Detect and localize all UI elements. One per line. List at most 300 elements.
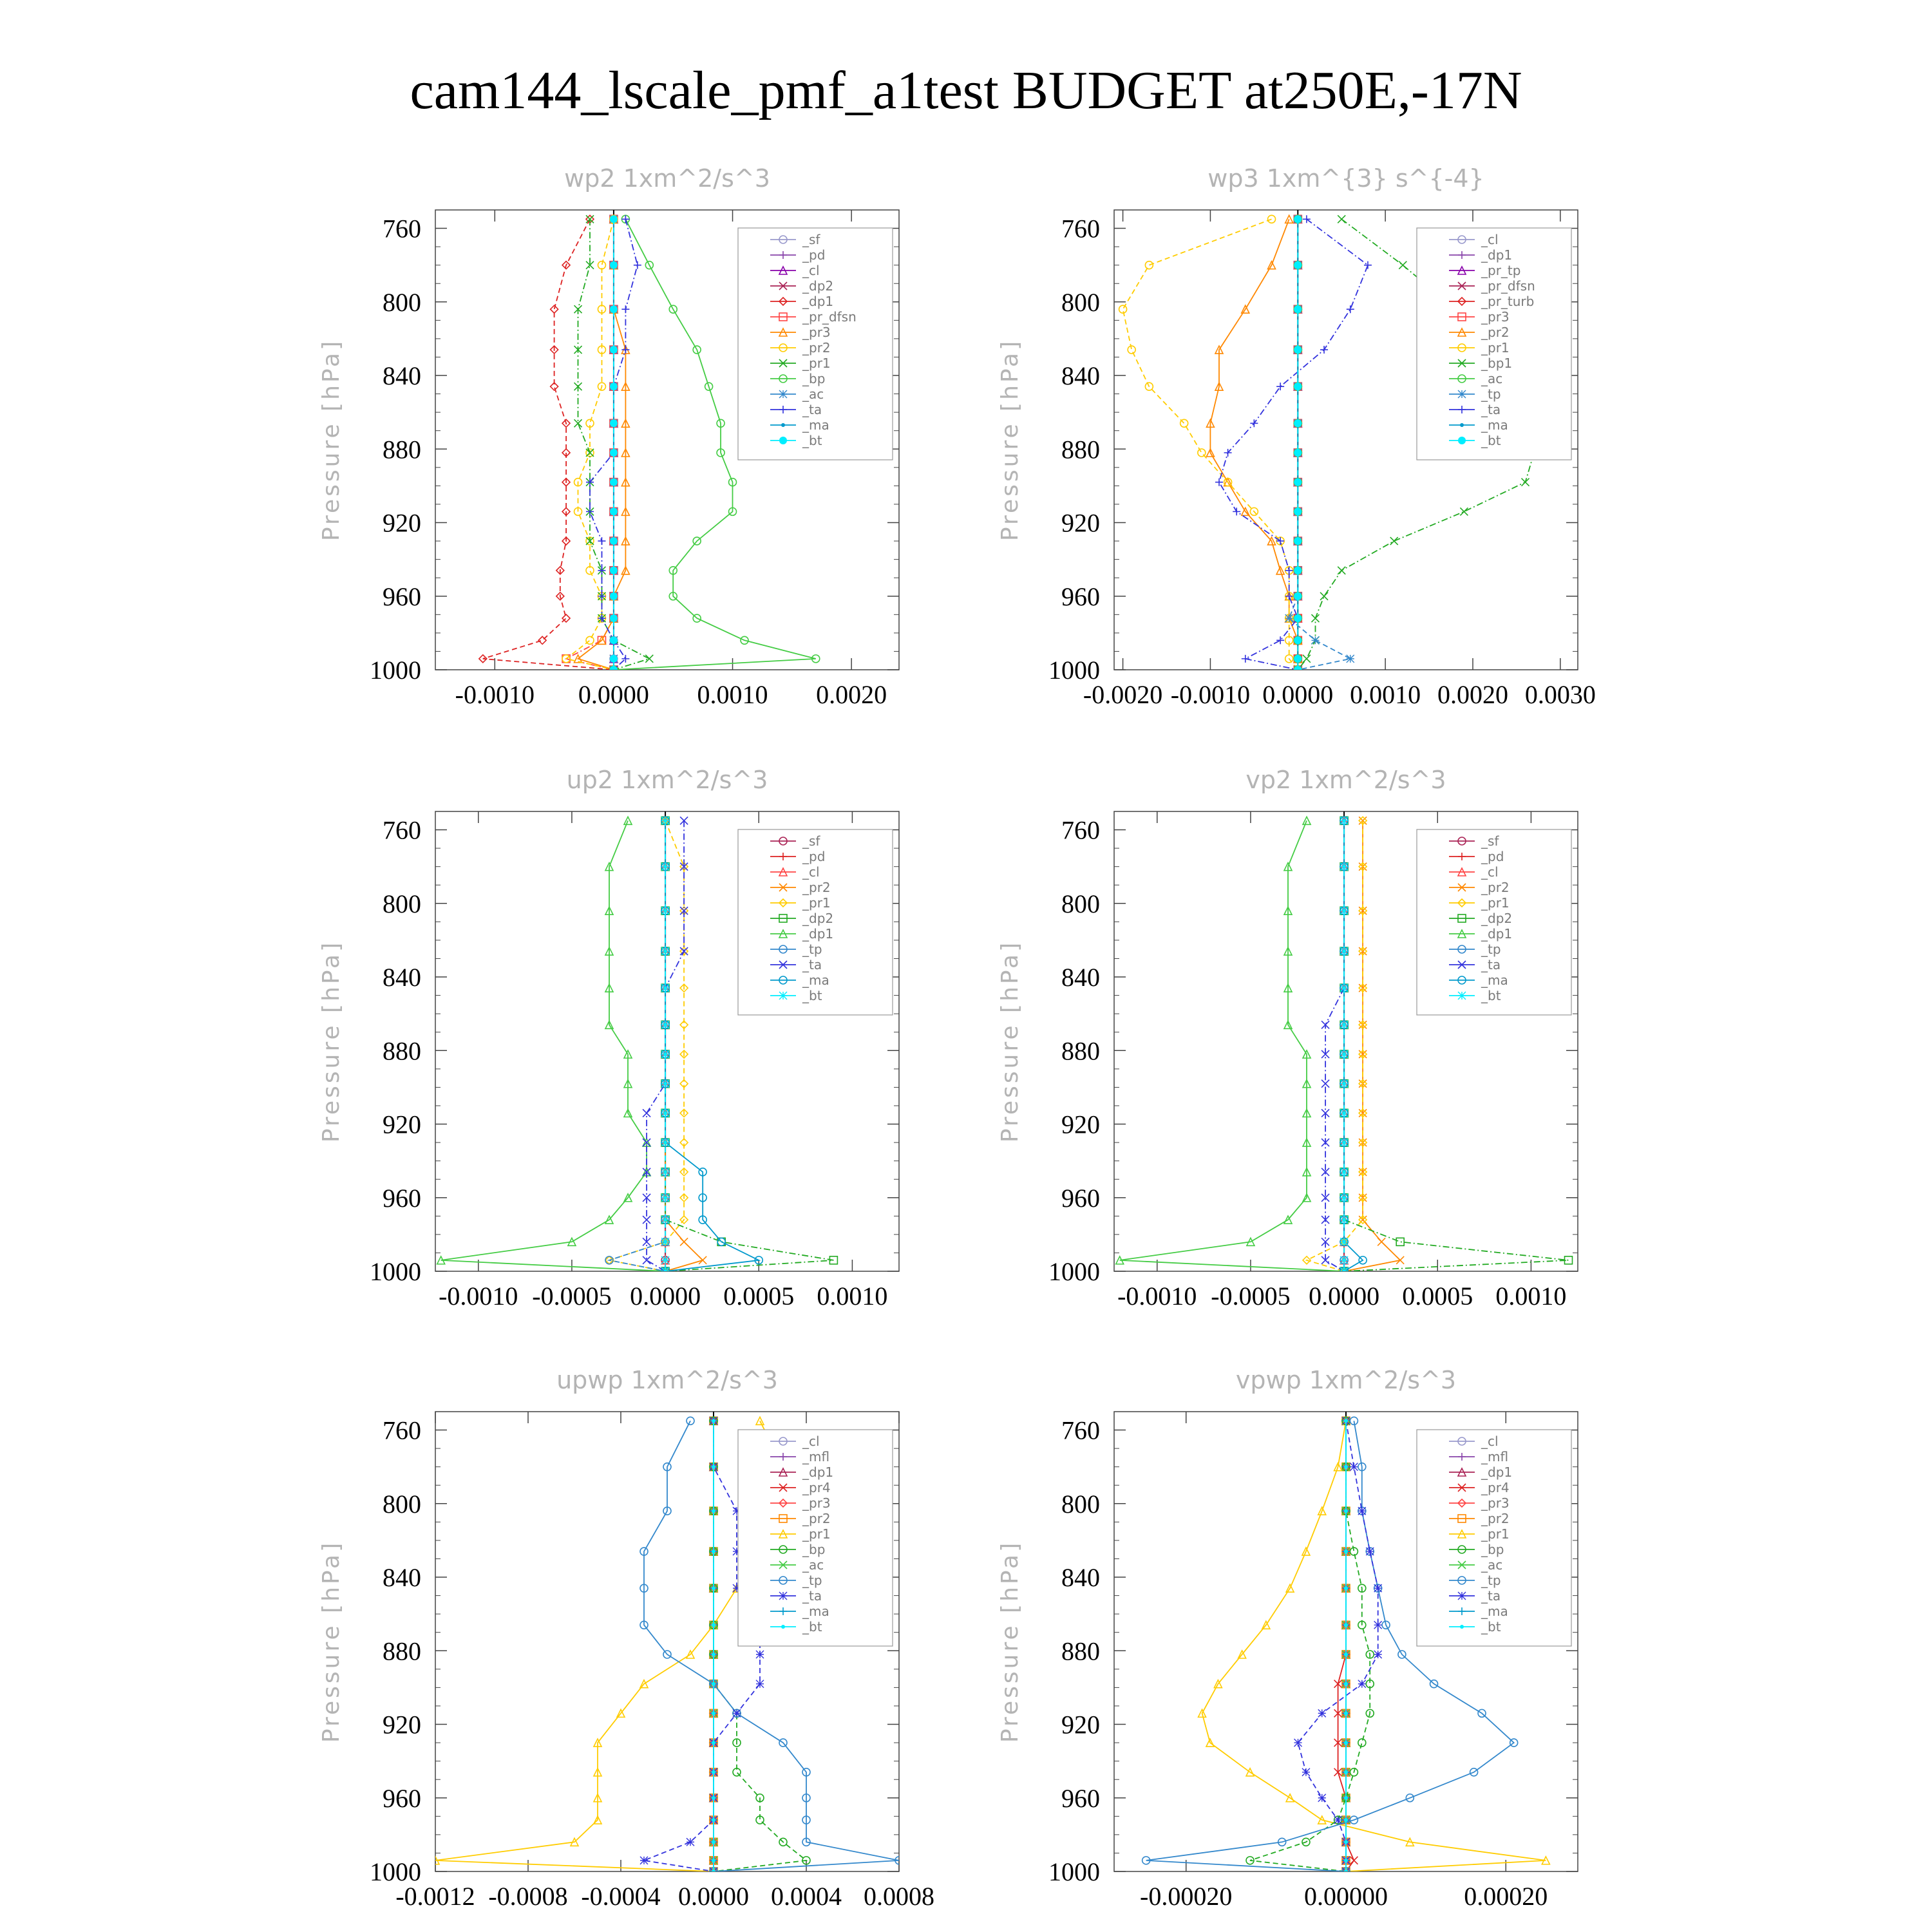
series-line_pr1 — [435, 1421, 783, 1871]
legend-label: _bp1 — [1481, 355, 1513, 371]
y-tick-label: 760 — [383, 815, 421, 845]
data-point_ta — [756, 1680, 764, 1688]
legend-label: _ma — [802, 1604, 829, 1619]
x-tick-label: 0.0000 — [678, 1882, 749, 1911]
data-point_bp — [1358, 1739, 1366, 1747]
y-tick-label: 960 — [383, 582, 421, 611]
panel-2 — [318, 766, 899, 1311]
data-point_ta — [1374, 1584, 1382, 1592]
y-axis-label: Pressure [hPa] — [318, 1540, 345, 1743]
data-point_bt — [1344, 1419, 1348, 1423]
data-point_ta — [1374, 1621, 1382, 1629]
data-point_bt — [1294, 567, 1302, 574]
legend-marker — [779, 1592, 787, 1600]
data-point_bt — [1294, 215, 1302, 223]
data-point_bp1 — [1311, 614, 1319, 622]
data-point_ta — [1318, 1709, 1326, 1717]
data-point_bt — [1344, 1870, 1348, 1873]
data-point_bt — [610, 261, 618, 269]
data-point_bt — [1294, 614, 1302, 622]
x-tick-label: 0.0004 — [771, 1882, 842, 1911]
legend-label: _bt — [1481, 433, 1501, 448]
legend-label: _dp1 — [802, 294, 834, 309]
legend-label: _pd — [1481, 849, 1504, 864]
data-point_bp1 — [1399, 261, 1406, 269]
data-point_bt — [1340, 1238, 1348, 1245]
legend-label: _pr1 — [1481, 1526, 1510, 1542]
data-point_bt — [661, 1256, 669, 1264]
x-tick-label: 0.0000 — [1262, 680, 1334, 709]
series-line_ma — [1344, 820, 1363, 1271]
data-point_pr2 — [586, 636, 594, 644]
data-point_ta — [621, 305, 629, 313]
y-tick-label: 880 — [1061, 1036, 1100, 1066]
data-point_ta — [598, 537, 605, 545]
data-point_pr1 — [756, 1417, 764, 1425]
data-point_bt — [661, 1139, 669, 1146]
legend-marker — [781, 423, 785, 427]
y-tick-label: 760 — [1061, 815, 1100, 845]
data-point_bt — [610, 478, 618, 486]
data-point_pr2 — [680, 1238, 688, 1245]
x-tick-label: -0.0020 — [1083, 680, 1163, 709]
legend-label: _sf — [1481, 833, 1499, 849]
legend-marker — [779, 437, 787, 444]
y-tick-label: 800 — [1061, 1489, 1100, 1519]
x-tick-label: -0.0008 — [488, 1882, 568, 1911]
data-point_pr2 — [1285, 215, 1293, 223]
x-tick-label: -0.00020 — [1140, 1882, 1233, 1911]
legend-marker — [781, 1625, 785, 1629]
data-point_ta — [1294, 1739, 1302, 1747]
data-point_bt — [1340, 817, 1348, 824]
data-point_bt — [1344, 1859, 1348, 1862]
data-point_ta — [1358, 1507, 1366, 1515]
data-point_ta — [1233, 507, 1240, 515]
y-tick-label: 800 — [383, 287, 421, 317]
data-point_bt — [661, 1216, 669, 1224]
data-point_bt — [1344, 1840, 1348, 1844]
data-point_bt — [1344, 1770, 1348, 1774]
data-point_ta — [1250, 419, 1258, 427]
data-point_bt — [661, 1109, 669, 1117]
series-line_tp — [609, 820, 665, 1271]
data-point_pr1 — [645, 655, 653, 663]
data-point_bt — [610, 666, 618, 674]
data-point_ta — [1374, 1651, 1382, 1658]
legend-label: _ma — [1481, 417, 1508, 433]
x-tick-label: 0.0020 — [816, 680, 887, 709]
figure-title: cam144_lscale_pmf_a1test BUDGET at250E,-17N — [410, 61, 1522, 120]
data-point_bp1 — [1338, 215, 1345, 223]
legend-label: _bp — [802, 1542, 826, 1557]
legend-label: _pr1 — [802, 1526, 831, 1542]
series-line_dp1 — [1120, 820, 1344, 1271]
legend-label: _pr_turb — [1481, 294, 1535, 309]
y-tick-label: 1000 — [370, 656, 421, 685]
x-tick-label: -0.0005 — [1211, 1282, 1291, 1311]
data-point_bt — [1294, 666, 1302, 674]
data-point_bt — [1294, 592, 1302, 600]
data-point_bt — [610, 592, 618, 600]
legend-marker — [1460, 423, 1464, 427]
data-point_pr1 — [1268, 215, 1276, 223]
y-tick-label: 880 — [383, 1036, 421, 1066]
legend-label: _pr2 — [1481, 1511, 1510, 1526]
series-line_pr2 — [1210, 219, 1298, 670]
panel-title: wp2 1xm^2/s^3 — [564, 164, 770, 193]
legend — [738, 1430, 893, 1646]
x-tick-label: 0.00020 — [1464, 1882, 1548, 1911]
data-point_bt — [1340, 1021, 1348, 1028]
y-tick-label: 880 — [1061, 435, 1100, 464]
legend-marker — [1458, 992, 1466, 999]
x-tick-label: 0.0010 — [1350, 680, 1421, 709]
panel-3 — [997, 766, 1578, 1311]
data-point_tp — [1347, 655, 1354, 663]
data-point_bt — [712, 1586, 715, 1590]
panel-title: up2 1xm^2/s^3 — [566, 766, 768, 794]
data-point_dp1 — [624, 817, 632, 824]
legend-label: _dp1 — [802, 926, 834, 942]
data-point_ta — [1242, 655, 1249, 663]
series-line_ta — [1219, 219, 1368, 670]
data-point_bt — [661, 1267, 669, 1275]
legend-marker — [1460, 1625, 1464, 1629]
data-point_bt — [610, 419, 618, 427]
series-line_dp1 — [441, 820, 665, 1271]
legend-label: _cl — [802, 864, 820, 880]
y-tick-label: 920 — [383, 1710, 421, 1739]
legend-label: _pr4 — [1481, 1480, 1510, 1495]
x-tick-label: 0.0010 — [817, 1282, 888, 1311]
data-point_bt — [610, 305, 618, 313]
data-point_bt — [610, 567, 618, 574]
data-point_bt — [712, 1419, 715, 1423]
x-tick-label: -0.0005 — [532, 1282, 612, 1311]
legend-label: _ma — [1481, 972, 1508, 988]
legend-label: _ma — [802, 417, 829, 433]
y-tick-label: 760 — [1061, 214, 1100, 243]
y-tick-label: 880 — [383, 435, 421, 464]
data-point_bt — [1340, 947, 1348, 955]
panel-title: wp3 1xm^{3} s^{-4} — [1208, 164, 1484, 193]
data-point_bt — [712, 1465, 715, 1469]
panel-title: vpwp 1xm^2/s^3 — [1235, 1366, 1457, 1394]
data-point_bt — [712, 1859, 715, 1862]
y-tick-label: 1000 — [370, 1257, 421, 1286]
series-line_pr2 — [1344, 820, 1400, 1271]
y-tick-label: 840 — [1061, 361, 1100, 391]
y-tick-label: 960 — [1061, 1783, 1100, 1813]
legend-label: _ac — [1481, 1557, 1503, 1573]
legend — [738, 228, 893, 460]
legend-label: _bt — [1481, 1619, 1501, 1634]
legend-label: _dp1 — [1481, 1464, 1513, 1480]
legend-label: _pr1 — [1481, 895, 1510, 911]
data-point_ta — [1350, 1463, 1358, 1471]
data-point_bt — [1340, 1216, 1348, 1224]
y-tick-label: 840 — [383, 1563, 421, 1593]
data-point_ta — [1321, 1080, 1329, 1088]
y-tick-label: 840 — [383, 963, 421, 992]
series-line_pr1 — [1307, 820, 1363, 1271]
legend-label: _bp — [802, 371, 826, 386]
legend-label: _bt — [802, 988, 822, 1003]
data-point_bt — [661, 1238, 669, 1245]
data-point_ta — [756, 1651, 764, 1658]
data-point_pr1 — [1119, 305, 1127, 313]
x-tick-label: -0.0012 — [395, 1882, 475, 1911]
data-point_dp1 — [1303, 817, 1311, 824]
legend — [1417, 829, 1571, 1015]
data-point_bt — [610, 383, 618, 390]
data-point_pr1 — [1180, 419, 1188, 427]
data-point_bt — [712, 1840, 715, 1844]
data-point_ta — [733, 1709, 741, 1717]
data-point_bt — [1294, 478, 1302, 486]
data-point_bt — [1340, 863, 1348, 871]
legend-marker — [1458, 437, 1466, 444]
legend-label: _cl — [1481, 232, 1499, 247]
data-point_bt — [661, 1050, 669, 1058]
y-tick-label: 960 — [1061, 1183, 1100, 1213]
data-point_pr1 — [1145, 261, 1153, 269]
y-axis-label: Pressure [hPa] — [318, 338, 345, 542]
y-tick-label: 1000 — [1048, 1257, 1100, 1286]
data-point_bt — [661, 907, 669, 914]
data-point_bt — [1294, 507, 1302, 515]
data-point_bt — [1344, 1741, 1348, 1745]
x-tick-label: -0.0010 — [1117, 1282, 1197, 1311]
x-tick-label: 0.0010 — [1495, 1282, 1567, 1311]
data-point_bt — [661, 984, 669, 992]
data-point_bt — [1294, 636, 1302, 644]
legend-label: _pr2 — [802, 340, 831, 355]
legend-label: _pr2 — [1481, 880, 1510, 895]
data-point_pr1 — [1198, 449, 1206, 457]
legend-label: _tp — [1481, 386, 1501, 402]
data-point_bt — [1344, 1818, 1348, 1822]
legend-label: _mfl — [802, 1449, 830, 1464]
x-tick-label: 0.0005 — [723, 1282, 795, 1311]
panel-title: upwp 1xm^2/s^3 — [556, 1366, 778, 1394]
legend-label: _ma — [802, 972, 829, 988]
legend-label: _ac — [802, 386, 824, 402]
x-tick-label: 0.0008 — [864, 1882, 934, 1911]
data-point_bt — [1344, 1465, 1348, 1469]
legend-label: _tp — [802, 942, 822, 957]
series-line_pr2 — [566, 219, 614, 670]
data-point_bt — [1344, 1623, 1348, 1627]
data-point_bt — [1340, 1194, 1348, 1202]
data-point_bt — [1340, 1267, 1348, 1275]
data-point_dp2 — [1396, 1238, 1404, 1245]
legend-label: _bp — [1481, 1542, 1504, 1557]
legend-label: _ta — [802, 1588, 822, 1604]
panel-4 — [318, 1366, 934, 1911]
x-tick-label: 0.0000 — [630, 1282, 701, 1311]
legend-label: _cl — [802, 263, 820, 278]
data-point_tp — [687, 1417, 694, 1425]
x-tick-label: -0.0004 — [581, 1882, 661, 1911]
x-tick-label: 0.0020 — [1437, 680, 1508, 709]
data-point_ta — [634, 261, 641, 269]
legend-label: _ta — [1481, 402, 1501, 417]
data-point_bt — [1340, 1080, 1348, 1088]
legend-label: _bt — [1481, 988, 1501, 1003]
data-point_bt — [661, 1021, 669, 1028]
data-point_ta — [643, 1256, 650, 1264]
legend-label: _pr4 — [802, 1480, 831, 1495]
data-point_bt — [1340, 984, 1348, 992]
data-point_bt — [712, 1623, 715, 1627]
legend-label: _tp — [802, 1573, 822, 1588]
data-point_ta — [643, 1109, 650, 1117]
data-point_pr1 — [586, 449, 594, 457]
data-point_bt — [661, 817, 669, 824]
legend-label: _sf — [802, 232, 820, 247]
data-point_bt — [1294, 346, 1302, 354]
legend-label: _mfl — [1481, 1449, 1509, 1464]
legend-marker — [1458, 390, 1466, 398]
data-point_pr4 — [1350, 1857, 1358, 1864]
series-line_bp — [1250, 1421, 1370, 1871]
y-tick-label: 920 — [383, 508, 421, 538]
legend-label: _bt — [802, 1619, 822, 1634]
data-point_bt — [712, 1509, 715, 1513]
data-point_bt — [610, 614, 618, 622]
data-point_bt — [661, 947, 669, 955]
x-tick-label: -0.0010 — [455, 680, 535, 709]
x-tick-label: 0.0010 — [697, 680, 768, 709]
data-point_bt — [712, 1796, 715, 1800]
data-point_bt — [610, 215, 618, 223]
legend-label: _pr2 — [802, 880, 831, 895]
legend-label: _cl — [802, 1434, 820, 1449]
legend-label: _dp2 — [1481, 911, 1513, 926]
data-point_ta — [640, 1857, 648, 1864]
data-point_bt — [1340, 1050, 1348, 1058]
legend-label: _pr1 — [1481, 340, 1510, 355]
data-point_bt — [1294, 419, 1302, 427]
data-point_ta — [1276, 383, 1284, 390]
data-point_bt — [610, 346, 618, 354]
data-point_bt — [661, 1080, 669, 1088]
series-line_dp1 — [483, 219, 614, 670]
data-point_ta — [643, 1216, 650, 1224]
legend-label: _pd — [802, 247, 826, 263]
panel-1 — [997, 164, 1596, 709]
data-point_bt — [1344, 1653, 1348, 1656]
legend-label: _pr2 — [802, 1511, 831, 1526]
y-tick-label: 920 — [1061, 1710, 1100, 1739]
y-tick-label: 920 — [1061, 508, 1100, 538]
data-point_bt — [610, 507, 618, 515]
y-tick-label: 880 — [383, 1636, 421, 1666]
legend-label: _pr1 — [802, 355, 831, 371]
y-tick-label: 1000 — [1048, 656, 1100, 685]
data-point_bt — [610, 537, 618, 545]
legend-label: _sf — [802, 833, 820, 849]
legend-label: _ta — [802, 957, 822, 972]
legend-label: _ta — [1481, 1588, 1501, 1604]
data-point_bt — [1340, 1168, 1348, 1176]
data-point_ta — [1366, 1548, 1374, 1555]
data-point_bt — [712, 1549, 715, 1553]
legend-label: _pr_dfsn — [1481, 278, 1535, 294]
panel-0 — [318, 164, 899, 709]
legend-label: _dp1 — [802, 1464, 834, 1480]
data-point_pr2 — [598, 261, 605, 269]
y-tick-label: 800 — [383, 889, 421, 918]
data-point_pr2 — [1378, 1238, 1385, 1245]
data-point_bt — [661, 1194, 669, 1202]
data-point_bt — [712, 1653, 715, 1656]
data-point_tp — [1285, 614, 1293, 622]
legend-label: _pr_tp — [1481, 263, 1521, 278]
data-point_bt — [1294, 537, 1302, 545]
data-point_bp1 — [1460, 507, 1468, 515]
data-point_bp1 — [1390, 537, 1398, 545]
data-point_bt — [1344, 1549, 1348, 1553]
legend-marker — [779, 390, 787, 398]
x-tick-label: 0.0030 — [1524, 680, 1596, 709]
data-point_ta — [1334, 1816, 1342, 1824]
legend-label: _ta — [1481, 957, 1501, 972]
data-point_bt — [1294, 383, 1302, 390]
panel-title: vp2 1xm^2/s^3 — [1245, 766, 1446, 794]
data-point_bt — [661, 1168, 669, 1176]
y-axis-label: Pressure [hPa] — [997, 338, 1023, 542]
data-point_bt — [712, 1770, 715, 1774]
data-point_bt — [1294, 261, 1302, 269]
data-point_bt — [712, 1818, 715, 1822]
x-tick-label: 0.0005 — [1402, 1282, 1473, 1311]
data-point_bt — [1344, 1509, 1348, 1513]
data-point_bp1 — [1303, 655, 1311, 663]
data-point_bt — [1294, 449, 1302, 457]
x-tick-label: -0.0010 — [439, 1282, 518, 1311]
legend-label: _dp1 — [1481, 247, 1513, 263]
y-tick-label: 800 — [1061, 889, 1100, 918]
legend-label: _tp — [1481, 942, 1501, 957]
data-point_bt — [712, 1682, 715, 1686]
legend-label: _pr3 — [1481, 309, 1510, 325]
y-tick-label: 760 — [1061, 1416, 1100, 1445]
data-point_bt — [1340, 1256, 1348, 1264]
legend — [738, 829, 893, 1015]
legend-marker — [1458, 1592, 1466, 1600]
legend-label: _cl — [1481, 1434, 1499, 1449]
data-point_bt — [712, 1870, 715, 1873]
legend-marker — [779, 992, 787, 999]
data-point_bt — [1340, 907, 1348, 914]
data-point_ta — [1358, 1680, 1366, 1688]
data-point_ta — [1276, 636, 1284, 644]
data-point_bt — [610, 636, 618, 644]
y-tick-label: 840 — [1061, 1563, 1100, 1593]
data-point_bp1 — [1521, 478, 1529, 486]
legend-label: _ac — [1481, 371, 1503, 386]
data-point_bt — [610, 449, 618, 457]
legend-label: _pr3 — [802, 1495, 831, 1511]
legend-label: _ac — [802, 1557, 824, 1573]
legend-label: _dp2 — [802, 278, 834, 294]
y-tick-label: 920 — [1061, 1110, 1100, 1139]
y-tick-label: 1000 — [1048, 1857, 1100, 1886]
y-tick-label: 920 — [383, 1110, 421, 1139]
